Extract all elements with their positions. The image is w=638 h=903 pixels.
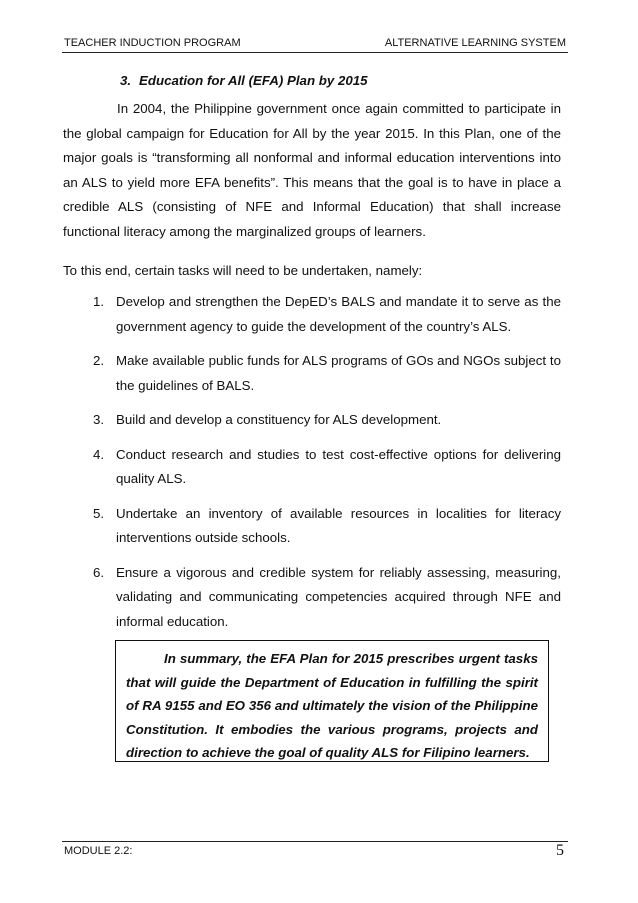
list-item-text: Develop and strengthen the DepED’s BALS and mandate it to serve as the government agency to guide the development of the country’s ALS.	[116, 294, 561, 334]
list-item-text: Make available public funds for ALS programs of GOs and NGOs subject to the guidelines of BALS.	[116, 353, 561, 393]
body-paragraph	[63, 97, 561, 244]
list-item-number: 5.	[93, 505, 105, 521]
list-item	[93, 561, 561, 635]
list-item-text: Build and develop a constituency for ALS development.	[116, 412, 442, 427]
section-heading	[120, 73, 368, 88]
paragraph-text: In 2004, the Philippine government once again committed to participate in the global campaign for Education for All by the year 2015. In this Plan, one of the major goals is “transforming all nonformal and informal education interventions into an ALS to yield more EFA benefits”. This means that the goal is to have in place a credible ALS (consisting of NFE and Informal Education) that shall increase functional literacy among the marginalized groups of learners.	[63, 101, 561, 239]
footer-module-label: MODULE 2.2:	[64, 845, 133, 857]
list-item-text: Undertake an inventory of available resources in localities for literacy interventions outside schools.	[116, 505, 561, 545]
section-number: 3.	[120, 73, 132, 88]
summary-text: In summary, the EFA Plan for 2015 prescribes urgent tasks that will guide the Department of Education in fulfilling the spirit of RA 9155 and EO 356 and ultimately the vision of the Philippine Constitution. It embodies the various programs, projects and direction to achieve the goal of quality ALS for Filipino learners.	[126, 651, 538, 760]
tasks-intro: To this end, certain tasks will need to be undertaken, namely:	[63, 263, 423, 278]
list-item	[93, 443, 561, 492]
list-item-number: 4.	[93, 446, 105, 462]
page-header	[62, 36, 568, 53]
header-system-title: ALTERNATIVE LEARNING SYSTEM	[384, 37, 566, 49]
summary-box	[115, 640, 549, 762]
header-program-title: TEACHER INDUCTION PROGRAM	[64, 37, 241, 49]
list-item-text: Conduct research and studies to test cost-effective options for delivering quality ALS.	[116, 446, 561, 486]
list-item-number: 6.	[93, 564, 105, 580]
list-item-number: 3.	[93, 412, 105, 427]
list-item	[93, 349, 561, 398]
list-item-text: Ensure a vigorous and credible system for reliably assessing, measuring, validating and communicating competencies acquired through NFE and informal education.	[116, 564, 561, 629]
list-item	[93, 408, 561, 433]
list-item-number: 1.	[93, 294, 105, 309]
section-title: Education for All (EFA) Plan by 2015	[139, 73, 368, 88]
task-list	[93, 290, 561, 644]
page-footer	[62, 841, 568, 862]
list-item-number: 2.	[93, 353, 105, 368]
page-number: 5	[556, 842, 564, 859]
list-item	[93, 290, 561, 339]
list-item	[93, 502, 561, 551]
